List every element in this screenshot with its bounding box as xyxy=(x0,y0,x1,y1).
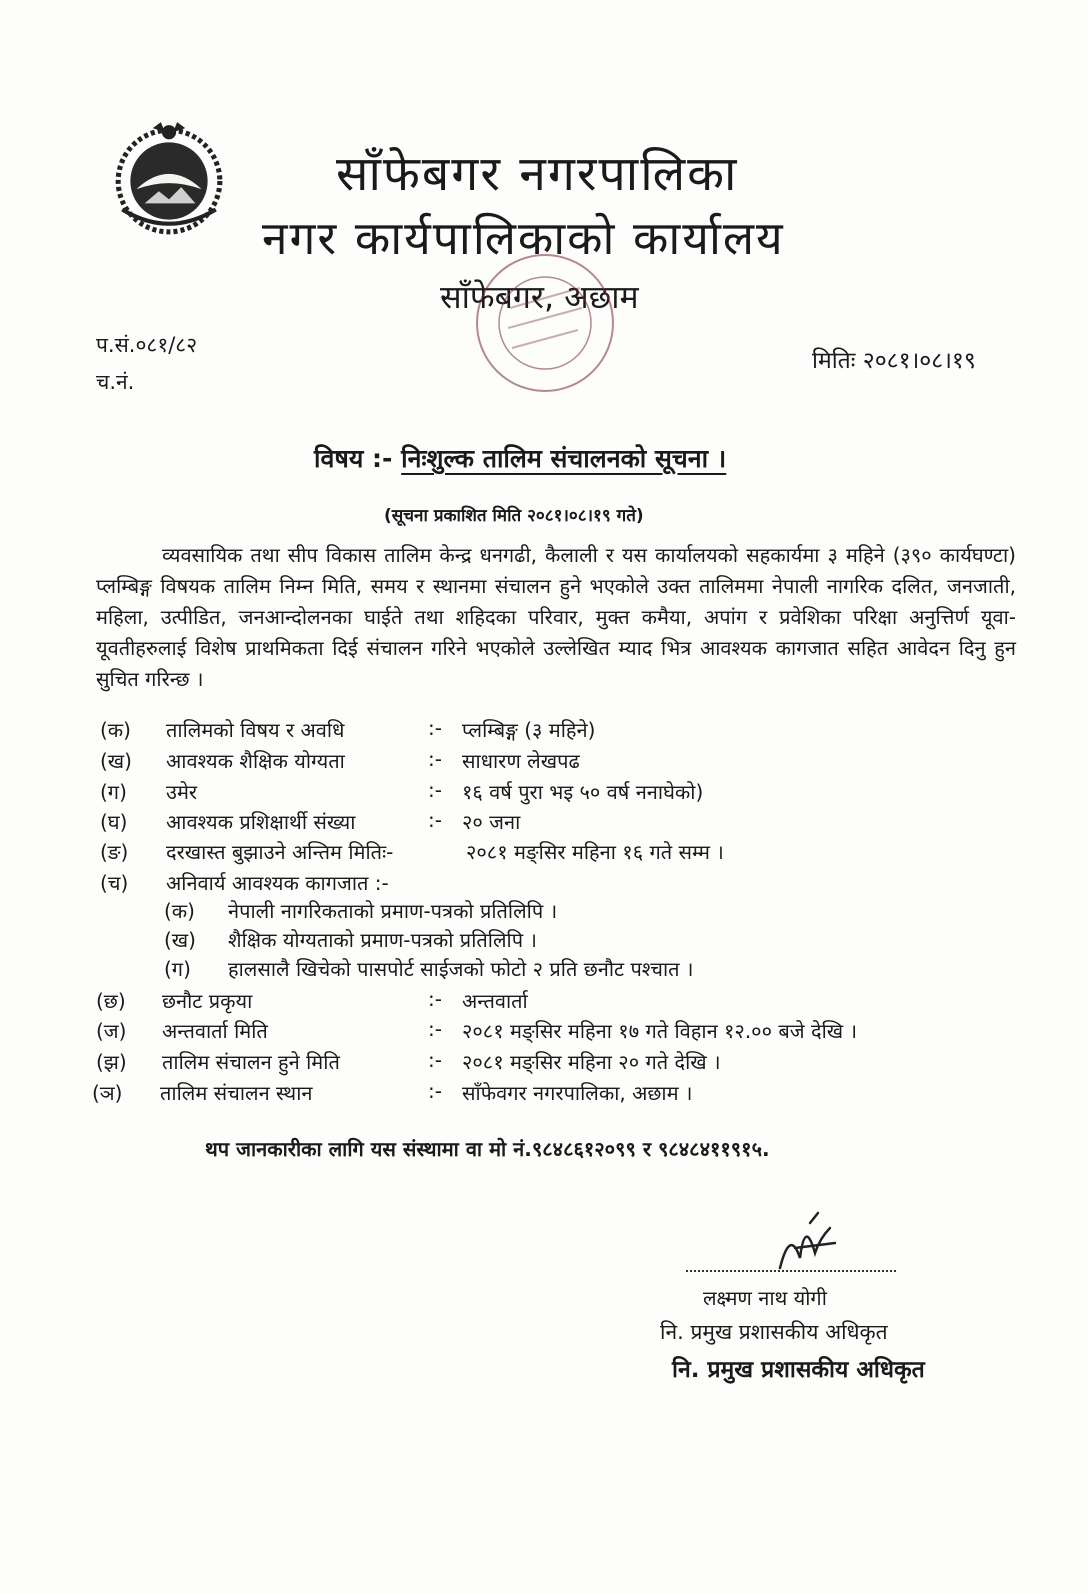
list-item xyxy=(92,1079,992,1107)
document-text: हालसालै खिचेको पासपोर्ट साईजको फोटो २ प्रति छनौट पश्चात । xyxy=(228,957,694,981)
item-value: २०८१ मङ्सिर महिना १६ गते सम्म । xyxy=(466,840,724,864)
item-separator: :- xyxy=(428,808,442,832)
document-list-item xyxy=(164,897,964,925)
subject-text: निःशुल्क तालिम संचालनको सूचना । xyxy=(401,444,727,473)
designation-stamp: नि. प्रमुख प्रशासकीय अधिकृत xyxy=(672,1357,925,1383)
item-letter: (ख) xyxy=(100,749,132,773)
item-letter: (ग) xyxy=(100,780,127,804)
item-value: १६ वर्ष पुरा भइ ५० वर्ष ननाघेको) xyxy=(462,780,704,804)
published-date-line: (सूचना प्रकाशित मिति २०८१।०८।१९ गते) xyxy=(384,506,644,526)
office-place: साँफेबगर, अछाम xyxy=(440,278,639,316)
item-value: २०८१ मङ्सिर महिना २० गते देखि । xyxy=(462,1050,721,1074)
item-letter: (क) xyxy=(100,718,131,742)
signatory-title: नि. प्रमुख प्रशासकीय अधिकृत xyxy=(660,1320,888,1344)
list-item xyxy=(96,1048,996,1076)
org-name: साँफेबगर नगरपालिका xyxy=(336,146,739,202)
item-value: साधारण लेखपढ xyxy=(462,749,580,773)
list-item xyxy=(100,747,1000,775)
item-value: प्लम्बिङ्ग (३ महिने) xyxy=(462,718,596,742)
item-letter: (घ) xyxy=(100,810,128,834)
item-label: तालिम संचालन स्थान xyxy=(160,1081,313,1105)
handwritten-signature xyxy=(760,1208,860,1278)
notice-date: मितिः २०८१।०८।१९ xyxy=(812,348,976,374)
office-name: नगर कार्यपालिकाको कार्यालय xyxy=(262,211,785,265)
nepal-government-emblem-icon xyxy=(108,118,230,240)
list-item xyxy=(96,987,996,1015)
item-separator: :- xyxy=(428,747,442,771)
list-item xyxy=(96,1017,996,1045)
item-letter: (च) xyxy=(100,871,129,895)
item-separator: :- xyxy=(428,1079,442,1103)
item-separator: :- xyxy=(428,987,442,1011)
item-label: आवश्यक शैक्षिक योग्यता xyxy=(166,749,345,773)
list-item xyxy=(100,808,1000,836)
item-label: दरखास्त बुझाउने अन्तिम मितिः- xyxy=(166,840,394,864)
subject-label: विषय :- xyxy=(314,444,393,473)
dispatch-number: च.नं. xyxy=(96,370,135,394)
item-letter: (छ) xyxy=(96,989,126,1013)
item-letter: (क) xyxy=(164,899,195,923)
signature-line xyxy=(686,1270,896,1272)
list-item xyxy=(100,869,1000,897)
item-separator: :- xyxy=(428,1017,442,1041)
document-list-item xyxy=(164,955,964,983)
contact-line: थप जानकारीका लागि यस संस्थामा वा मो नं.९८४८६१२०९९ र ९८४८४११९१५. xyxy=(205,1137,770,1161)
item-separator: :- xyxy=(428,1048,442,1072)
item-label: छनौट प्रकृया xyxy=(162,989,253,1013)
item-value: २०८१ मङ्सिर महिना १७ गते विहान १२.०० बजे देखि । xyxy=(462,1019,858,1043)
office-seal-stamp xyxy=(470,248,620,398)
list-item xyxy=(100,716,1000,744)
item-value: साँफेवगर नगरपालिका, अछाम । xyxy=(462,1081,693,1105)
body-paragraph: व्यवसायिक तथा सीप विकास तालिम केन्द्र धनगढी, कैलाली र यस कार्यालयको सहकार्यमा ३ महिने (३९० कार्यघण्टा) प्लम्बिङ्ग विषयक तालिम निम्न मिति, समय र स्थानमा संचालन हुने भएकोले उक्त तालिममा नेपाली नागरिक दलित, जनजाती, महिला, उत्पीडित, जनआन्दोलनका घाईते तथा शहिदका परिवार, मुक्त कमैया, अपांग र प्रवेशिका परिक्षा अनुत्तिर्ण यूवा-यूवतीहरुलाई विशेष प्राथमिकता दिई संचालन गरिने भएकोले उल्लेखित म्याद भित्र आवश्यक कागजात सहित आवेदन दिनु हुन सुचित गरिन्छ । xyxy=(96,543,1016,691)
item-label: अन्तवार्ता मिति xyxy=(162,1019,268,1043)
signatory-name: लक्ष्मण नाथ योगी xyxy=(703,1286,827,1310)
item-letter: (ङ) xyxy=(100,840,129,864)
item-value: २० जना xyxy=(462,810,521,834)
document-text: नेपाली नागरिकताको प्रमाण-पत्रको प्रतिलिपि । xyxy=(228,899,558,923)
subject-line xyxy=(314,441,726,475)
item-label: तालिम संचालन हुने मिति xyxy=(162,1050,340,1074)
item-letter: (झ) xyxy=(96,1050,127,1074)
document-text: शैक्षिक योग्यताको प्रमाण-पत्रको प्रतिलिपि । xyxy=(228,928,537,952)
item-label: आवश्यक प्रशिक्षार्थी संख्या xyxy=(166,810,356,834)
item-letter: (ग) xyxy=(164,957,191,981)
reference-number: प.सं.०८१/८२ xyxy=(96,333,198,357)
list-item xyxy=(100,838,1000,866)
item-separator: :- xyxy=(428,778,442,802)
item-letter: (ञ) xyxy=(92,1081,123,1105)
item-value: अन्तवार्ता xyxy=(462,989,528,1013)
item-separator: :- xyxy=(428,716,442,740)
list-item xyxy=(100,778,1000,806)
item-label: तालिमको विषय र अवधि xyxy=(166,718,345,742)
document-list-item xyxy=(164,926,964,954)
item-label: उमेर xyxy=(166,780,198,804)
item-letter: (ख) xyxy=(164,928,196,952)
item-letter: (ज) xyxy=(96,1019,127,1043)
item-label: अनिवार्य आवश्यक कागजात :- xyxy=(166,871,389,895)
